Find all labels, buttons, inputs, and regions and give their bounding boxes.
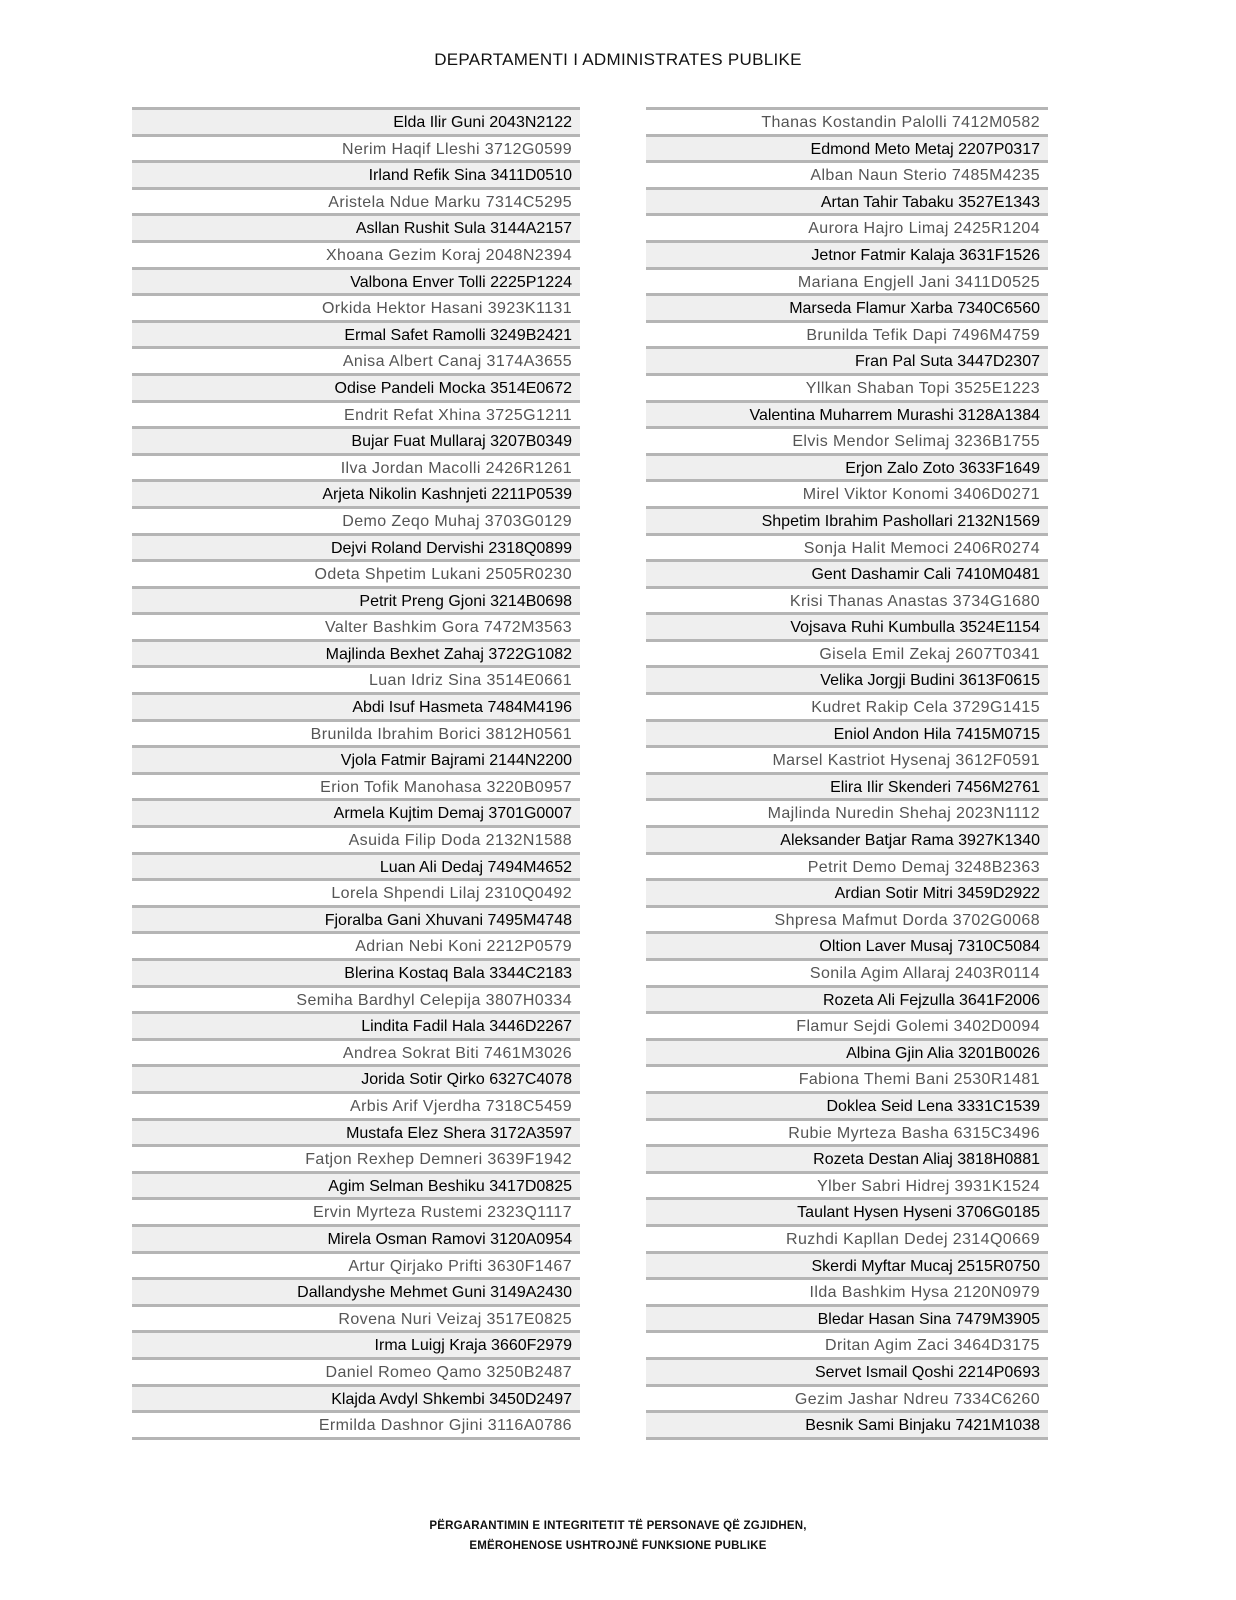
name-row: Fatjon Rexhep Demneri 3639F1942: [132, 1144, 580, 1171]
name-row: Irma Luigj Kraja 3660F2979: [132, 1330, 580, 1357]
page-title: DEPARTAMENTI I ADMINISTRATES PUBLIKE: [434, 50, 802, 69]
name-row: Adrian Nebi Koni 2212P0579: [132, 931, 580, 958]
name-row: Bledar Hasan Sina 7479M3905: [646, 1304, 1048, 1331]
name-row: Asuida Filip Doda 2132N1588: [132, 825, 580, 852]
name-row: Arbis Arif Vjerdha 7318C5459: [132, 1091, 580, 1118]
footer-line-1: PËRGARANTIMIN E INTEGRITETIT TË PERSONAVE QË ZGJIDHEN,: [429, 1520, 807, 1532]
name-row: Ilva Jordan Macolli 2426R1261: [132, 453, 580, 480]
name-row: Fjoralba Gani Xhuvani 7495M4748: [132, 905, 580, 932]
name-row: Demo Zeqo Muhaj 3703G0129: [132, 506, 580, 533]
name-row: Abdi Isuf Hasmeta 7484M4196: [132, 692, 580, 719]
name-row: Thanas Kostandin Palolli 7412M0582: [646, 107, 1048, 134]
name-row: Gent Dashamir Cali 7410M0481: [646, 559, 1048, 586]
name-row: Luan Idriz Sina 3514E0661: [132, 665, 580, 692]
name-row: Rozeta Destan Aliaj 3818H0881: [646, 1144, 1048, 1171]
name-row: Arjeta Nikolin Kashnjeti 2211P0539: [132, 479, 580, 506]
name-row: Dallandyshe Mehmet Guni 3149A2430: [132, 1277, 580, 1304]
name-row: Ermal Safet Ramolli 3249B2421: [132, 320, 580, 347]
name-row: Brunilda Ibrahim Borici 3812H0561: [132, 719, 580, 746]
name-row: Taulant Hysen Hyseni 3706G0185: [646, 1197, 1048, 1224]
name-row: Agim Selman Beshiku 3417D0825: [132, 1171, 580, 1198]
name-row: Valbona Enver Tolli 2225P1224: [132, 267, 580, 294]
name-row: Irland Refik Sina 3411D0510: [132, 160, 580, 187]
name-row: Orkida Hektor Hasani 3923K1131: [132, 293, 580, 320]
name-row: Vojsava Ruhi Kumbulla 3524E1154: [646, 612, 1048, 639]
footer-line-2: EMËROHENOSE USHTROJNË FUNKSIONE PUBLIKE: [469, 1540, 767, 1552]
name-row: Gezim Jashar Ndreu 7334C6260: [646, 1384, 1048, 1411]
name-row: Lorela Shpendi Lilaj 2310Q0492: [132, 878, 580, 905]
name-row: Servet Ismail Qoshi 2214P0693: [646, 1357, 1048, 1384]
name-row: Lindita Fadil Hala 3446D2267: [132, 1011, 580, 1038]
name-row: Anisa Albert Canaj 3174A3655: [132, 346, 580, 373]
name-row: Albina Gjin Alia 3201B0026: [646, 1038, 1048, 1065]
name-row: Alban Naun Sterio 7485M4235: [646, 160, 1048, 187]
name-row: Skerdi Myftar Mucaj 2515R0750: [646, 1251, 1048, 1278]
name-row: Aurora Hajro Limaj 2425R1204: [646, 213, 1048, 240]
name-row: Velika Jorgji Budini 3613F0615: [646, 665, 1048, 692]
name-row: Ervin Myrteza Rustemi 2323Q1117: [132, 1197, 580, 1224]
name-row: Ruzhdi Kapllan Dedej 2314Q0669: [646, 1224, 1048, 1251]
name-row: Edmond Meto Metaj 2207P0317: [646, 134, 1048, 161]
name-row: Odise Pandeli Mocka 3514E0672: [132, 373, 580, 400]
name-row: Nerim Haqif Lleshi 3712G0599: [132, 134, 580, 161]
name-row: Majlinda Nuredin Shehaj 2023N1112: [646, 798, 1048, 825]
name-row: Rozeta Ali Fejzulla 3641F2006: [646, 985, 1048, 1012]
name-row: Oltion Laver Musaj 7310C5084: [646, 931, 1048, 958]
left-name-column: [132, 107, 580, 1440]
name-row: Brunilda Tefik Dapi 7496M4759: [646, 320, 1048, 347]
name-row: Xhoana Gezim Koraj 2048N2394: [132, 240, 580, 267]
name-row: Yllkan Shaban Topi 3525E1223: [646, 373, 1048, 400]
name-row: Doklea Seid Lena 3331C1539: [646, 1091, 1048, 1118]
name-row: Sonja Halit Memoci 2406R0274: [646, 533, 1048, 560]
name-row: Andrea Sokrat Biti 7461M3026: [132, 1038, 580, 1065]
footer: [0, 1516, 1236, 1556]
name-row: Erjon Zalo Zoto 3633F1649: [646, 453, 1048, 480]
name-row: Jetnor Fatmir Kalaja 3631F1526: [646, 240, 1048, 267]
name-row: Mirel Viktor Konomi 3406D0271: [646, 479, 1048, 506]
name-row: Semiha Bardhyl Celepija 3807H0334: [132, 985, 580, 1012]
name-row: Petrit Preng Gjoni 3214B0698: [132, 586, 580, 613]
name-row: Shpresa Mafmut Dorda 3702G0068: [646, 905, 1048, 932]
name-row: Rubie Myrteza Basha 6315C3496: [646, 1118, 1048, 1145]
name-row: Fran Pal Suta 3447D2307: [646, 346, 1048, 373]
name-row: Sonila Agim Allaraj 2403R0114: [646, 958, 1048, 985]
name-row: Odeta Shpetim Lukani 2505R0230: [132, 559, 580, 586]
name-row: Mustafa Elez Shera 3172A3597: [132, 1118, 580, 1145]
name-row: Bujar Fuat Mullaraj 3207B0349: [132, 426, 580, 453]
name-row: Klajda Avdyl Shkembi 3450D2497: [132, 1384, 580, 1411]
name-row: Valter Bashkim Gora 7472M3563: [132, 612, 580, 639]
name-row: Rovena Nuri Veizaj 3517E0825: [132, 1304, 580, 1331]
name-row: Ylber Sabri Hidrej 3931K1524: [646, 1171, 1048, 1198]
column-end-rule: [646, 1437, 1048, 1440]
name-row: Petrit Demo Demaj 3248B2363: [646, 852, 1048, 879]
name-row: Dejvi Roland Dervishi 2318Q0899: [132, 533, 580, 560]
name-row: Aristela Ndue Marku 7314C5295: [132, 187, 580, 214]
name-row: Armela Kujtim Demaj 3701G0007: [132, 798, 580, 825]
name-row: Daniel Romeo Qamo 3250B2487: [132, 1357, 580, 1384]
name-row: Krisi Thanas Anastas 3734G1680: [646, 586, 1048, 613]
name-row: Erion Tofik Manohasa 3220B0957: [132, 772, 580, 799]
name-row: Shpetim Ibrahim Pashollari 2132N1569: [646, 506, 1048, 533]
name-row: Mariana Engjell Jani 3411D0525: [646, 267, 1048, 294]
name-row: Majlinda Bexhet Zahaj 3722G1082: [132, 639, 580, 666]
name-row: Artan Tahir Tabaku 3527E1343: [646, 187, 1048, 214]
name-row: Marseda Flamur Xarba 7340C6560: [646, 293, 1048, 320]
name-row: Elda Ilir Guni 2043N2122: [132, 107, 580, 134]
right-name-column: [646, 107, 1048, 1440]
name-row: Blerina Kostaq Bala 3344C2183: [132, 958, 580, 985]
name-row: Ermilda Dashnor Gjini 3116A0786: [132, 1410, 580, 1437]
name-row: Luan Ali Dedaj 7494M4652: [132, 852, 580, 879]
name-row: Dritan Agim Zaci 3464D3175: [646, 1330, 1048, 1357]
name-row: Elira Ilir Skenderi 7456M2761: [646, 772, 1048, 799]
column-end-rule: [132, 1437, 580, 1440]
name-row: Valentina Muharrem Murashi 3128A1384: [646, 400, 1048, 427]
name-row: Marsel Kastriot Hysenaj 3612F0591: [646, 745, 1048, 772]
name-row: Eniol Andon Hila 7415M0715: [646, 719, 1048, 746]
name-row: Ardian Sotir Mitri 3459D2922: [646, 878, 1048, 905]
name-row: Jorida Sotir Qirko 6327C4078: [132, 1064, 580, 1091]
name-row: Ilda Bashkim Hysa 2120N0979: [646, 1277, 1048, 1304]
name-row: Elvis Mendor Selimaj 3236B1755: [646, 426, 1048, 453]
name-row: Endrit Refat Xhina 3725G1211: [132, 400, 580, 427]
name-row: Fabiona Themi Bani 2530R1481: [646, 1064, 1048, 1091]
name-row: Aleksander Batjar Rama 3927K1340: [646, 825, 1048, 852]
name-row: Besnik Sami Binjaku 7421M1038: [646, 1410, 1048, 1437]
name-row: Flamur Sejdi Golemi 3402D0094: [646, 1011, 1048, 1038]
name-row: Mirela Osman Ramovi 3120A0954: [132, 1224, 580, 1251]
name-row: Asllan Rushit Sula 3144A2157: [132, 213, 580, 240]
name-row: Kudret Rakip Cela 3729G1415: [646, 692, 1048, 719]
name-row: Artur Qirjako Prifti 3630F1467: [132, 1251, 580, 1278]
name-row: Vjola Fatmir Bajrami 2144N2200: [132, 745, 580, 772]
name-row: Gisela Emil Zekaj 2607T0341: [646, 639, 1048, 666]
